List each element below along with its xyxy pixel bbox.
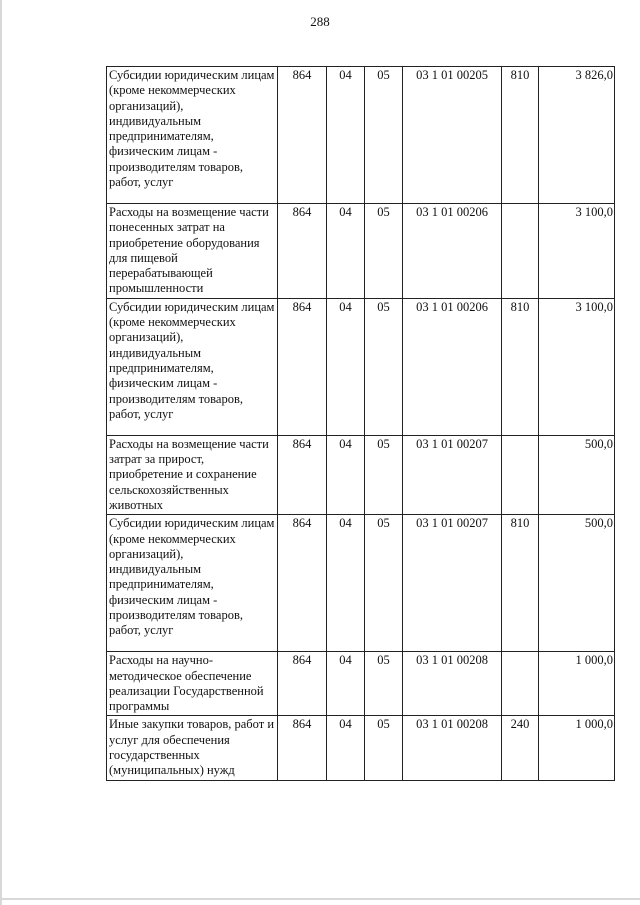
- cell-target-code: 03 1 01 00207: [403, 515, 502, 652]
- table-row: [107, 435, 615, 514]
- cell-subsection-code: 05: [365, 652, 403, 716]
- cell-ministry-code: 864: [278, 204, 327, 299]
- cell-ministry-code: 864: [278, 716, 327, 780]
- cell-target-code: 03 1 01 00206: [403, 204, 502, 299]
- cell-name: Субсидии юридическим лицам (кроме некоммерческих организаций), индивидуальным предпринимателям, физическим лицам - производителям товаров, работ, услуг: [107, 298, 278, 435]
- cell-ministry-code: 864: [278, 515, 327, 652]
- cell-expense-type-code: 810: [502, 298, 539, 435]
- cell-expense-type-code: 240: [502, 716, 539, 780]
- cell-name: Иные закупки товаров, работ и услуг для обеспечения государственных (муниципальных) нужд: [107, 716, 278, 780]
- cell-amount: 1 000,0: [539, 716, 615, 780]
- cell-section-code: 04: [327, 67, 365, 204]
- cell-name: Расходы на возмещение части понесенных затрат на приобретение оборудования для пищевой перерабатывающей промышленности: [107, 204, 278, 299]
- cell-section-code: 04: [327, 298, 365, 435]
- cell-name: Расходы на возмещение части затрат за прирост, приобретение и сохранение сельскохозяйственных животных: [107, 435, 278, 514]
- cell-amount: 3 100,0: [539, 298, 615, 435]
- cell-subsection-code: 05: [365, 298, 403, 435]
- cell-expense-type-code: 810: [502, 67, 539, 204]
- table-row: [107, 204, 615, 299]
- cell-target-code: 03 1 01 00206: [403, 298, 502, 435]
- cell-target-code: 03 1 01 00208: [403, 652, 502, 716]
- page-edge-left: [0, 0, 2, 905]
- table-row: [107, 652, 615, 716]
- cell-amount: 3 100,0: [539, 204, 615, 299]
- cell-ministry-code: 864: [278, 298, 327, 435]
- cell-amount: 3 826,0: [539, 67, 615, 204]
- cell-subsection-code: 05: [365, 435, 403, 514]
- cell-target-code: 03 1 01 00207: [403, 435, 502, 514]
- cell-target-code: 03 1 01 00205: [403, 67, 502, 204]
- page-edge-bottom: [0, 898, 640, 900]
- cell-section-code: 04: [327, 515, 365, 652]
- cell-amount: 500,0: [539, 435, 615, 514]
- table-row: [107, 298, 615, 435]
- cell-expense-type-code: [502, 652, 539, 716]
- table-row: [107, 515, 615, 652]
- cell-section-code: 04: [327, 435, 365, 514]
- page-number: 288: [310, 14, 330, 29]
- cell-amount: 1 000,0: [539, 652, 615, 716]
- cell-subsection-code: 05: [365, 204, 403, 299]
- table-body: [107, 67, 615, 781]
- cell-subsection-code: 05: [365, 716, 403, 780]
- cell-name: Субсидии юридическим лицам (кроме некоммерческих организаций), индивидуальным предпринимателям, физическим лицам - производителям товаров, работ, услуг: [107, 515, 278, 652]
- cell-amount: 500,0: [539, 515, 615, 652]
- budget-table: [106, 66, 615, 781]
- table-row: [107, 67, 615, 204]
- cell-ministry-code: 864: [278, 652, 327, 716]
- cell-section-code: 04: [327, 204, 365, 299]
- cell-section-code: 04: [327, 716, 365, 780]
- cell-subsection-code: 05: [365, 67, 403, 204]
- cell-subsection-code: 05: [365, 515, 403, 652]
- cell-ministry-code: 864: [278, 435, 327, 514]
- cell-section-code: 04: [327, 652, 365, 716]
- cell-expense-type-code: 810: [502, 515, 539, 652]
- table-row: [107, 716, 615, 780]
- cell-name: Субсидии юридическим лицам (кроме некоммерческих организаций), индивидуальным предпринимателям, физическим лицам - производителям товаров, работ, услуг: [107, 67, 278, 204]
- cell-expense-type-code: [502, 204, 539, 299]
- cell-name: Расходы на научно-методическое обеспечение реализации Государственной программы: [107, 652, 278, 716]
- cell-target-code: 03 1 01 00208: [403, 716, 502, 780]
- cell-ministry-code: 864: [278, 67, 327, 204]
- cell-expense-type-code: [502, 435, 539, 514]
